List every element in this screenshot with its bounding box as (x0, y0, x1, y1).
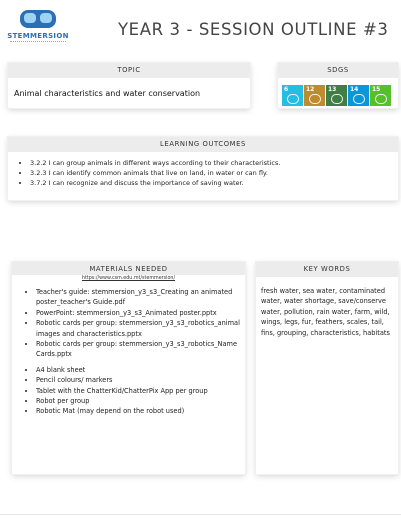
topic-heading: TOPIC (8, 63, 250, 78)
topic-box (8, 63, 250, 108)
learning-outcomes-list (8, 158, 398, 188)
page-title: YEAR 3 - SESSION OUTLINE #3 (118, 20, 389, 39)
list-item: • 3.7.2 I can recognize and discuss the importance of saving water. (30, 178, 398, 188)
list-item: • Tablet with the ChatterKid/ChatterPix App per group (36, 386, 245, 396)
logo-name: STEMMERSION (7, 32, 69, 40)
goggles-icon (20, 10, 56, 28)
list-item: • 3.2.3 I can identify common animals that live on land, in water or can fly. (30, 168, 398, 178)
sdg-15-icon: 15 (370, 85, 391, 106)
learning-outcomes-box (8, 137, 398, 200)
sdg-14-icon: 14 (348, 85, 369, 106)
keywords-box (256, 262, 398, 474)
keywords-text: fresh water, sea water, contaminated water, water shortage, save/conserve water, pollution, rain water, farm, wild, wings, legs, fur, feathers, scales, tail, fins, grouping, characteristics, habitats (261, 287, 390, 337)
list-item: • PowerPoint: stemmersion_y3_s3_Animated poster.pptx (36, 308, 245, 318)
materials-heading: MATERIALS NEEDED (12, 262, 245, 275)
list-item: • Robotic cards per group: stemmersion_y3_s3_robotics_animal images and characteristics.pptx (36, 318, 245, 339)
sdg-13-icon: 13 (326, 85, 347, 106)
logo-tagline-line (10, 41, 66, 44)
list-item: • Robotic Mat (may depend on the robot used) (36, 406, 245, 416)
sdg-6-icon: 6 (282, 85, 303, 106)
materials-box (12, 262, 245, 474)
sdg-icon-row (282, 85, 391, 106)
materials-list (12, 287, 245, 417)
topic-text: Animal characteristics and water conservation (14, 89, 201, 98)
learning-outcomes-heading: LEARNING OUTCOMES (8, 137, 398, 152)
list-item: • Teacher's guide: stemmersion_y3_s3_Creating an animated poster_teacher's Guide.pdf (36, 287, 245, 308)
list-item: • Robot per group (36, 396, 245, 406)
list-item: • Pencil colours/ markers (36, 375, 245, 385)
sdgs-box (278, 63, 398, 108)
list-item: • Robotic cards per group: stemmersion_y3_s3_robotics_Name Cards.pptx (36, 339, 245, 360)
sdgs-heading: SDGS (278, 63, 398, 78)
sdg-12-icon: 12 (304, 85, 325, 106)
materials-link[interactable]: https://www.csm.edu.mt/stemmersion/ (81, 276, 176, 281)
list-item: • 3.2.2 I can group animals in different ways according to their characteristics. (30, 158, 398, 168)
divider (0, 514, 401, 515)
list-item: • A4 blank sheet (36, 365, 245, 375)
keywords-heading: KEY WORDS (256, 262, 398, 277)
stemmersion-logo (6, 8, 70, 50)
